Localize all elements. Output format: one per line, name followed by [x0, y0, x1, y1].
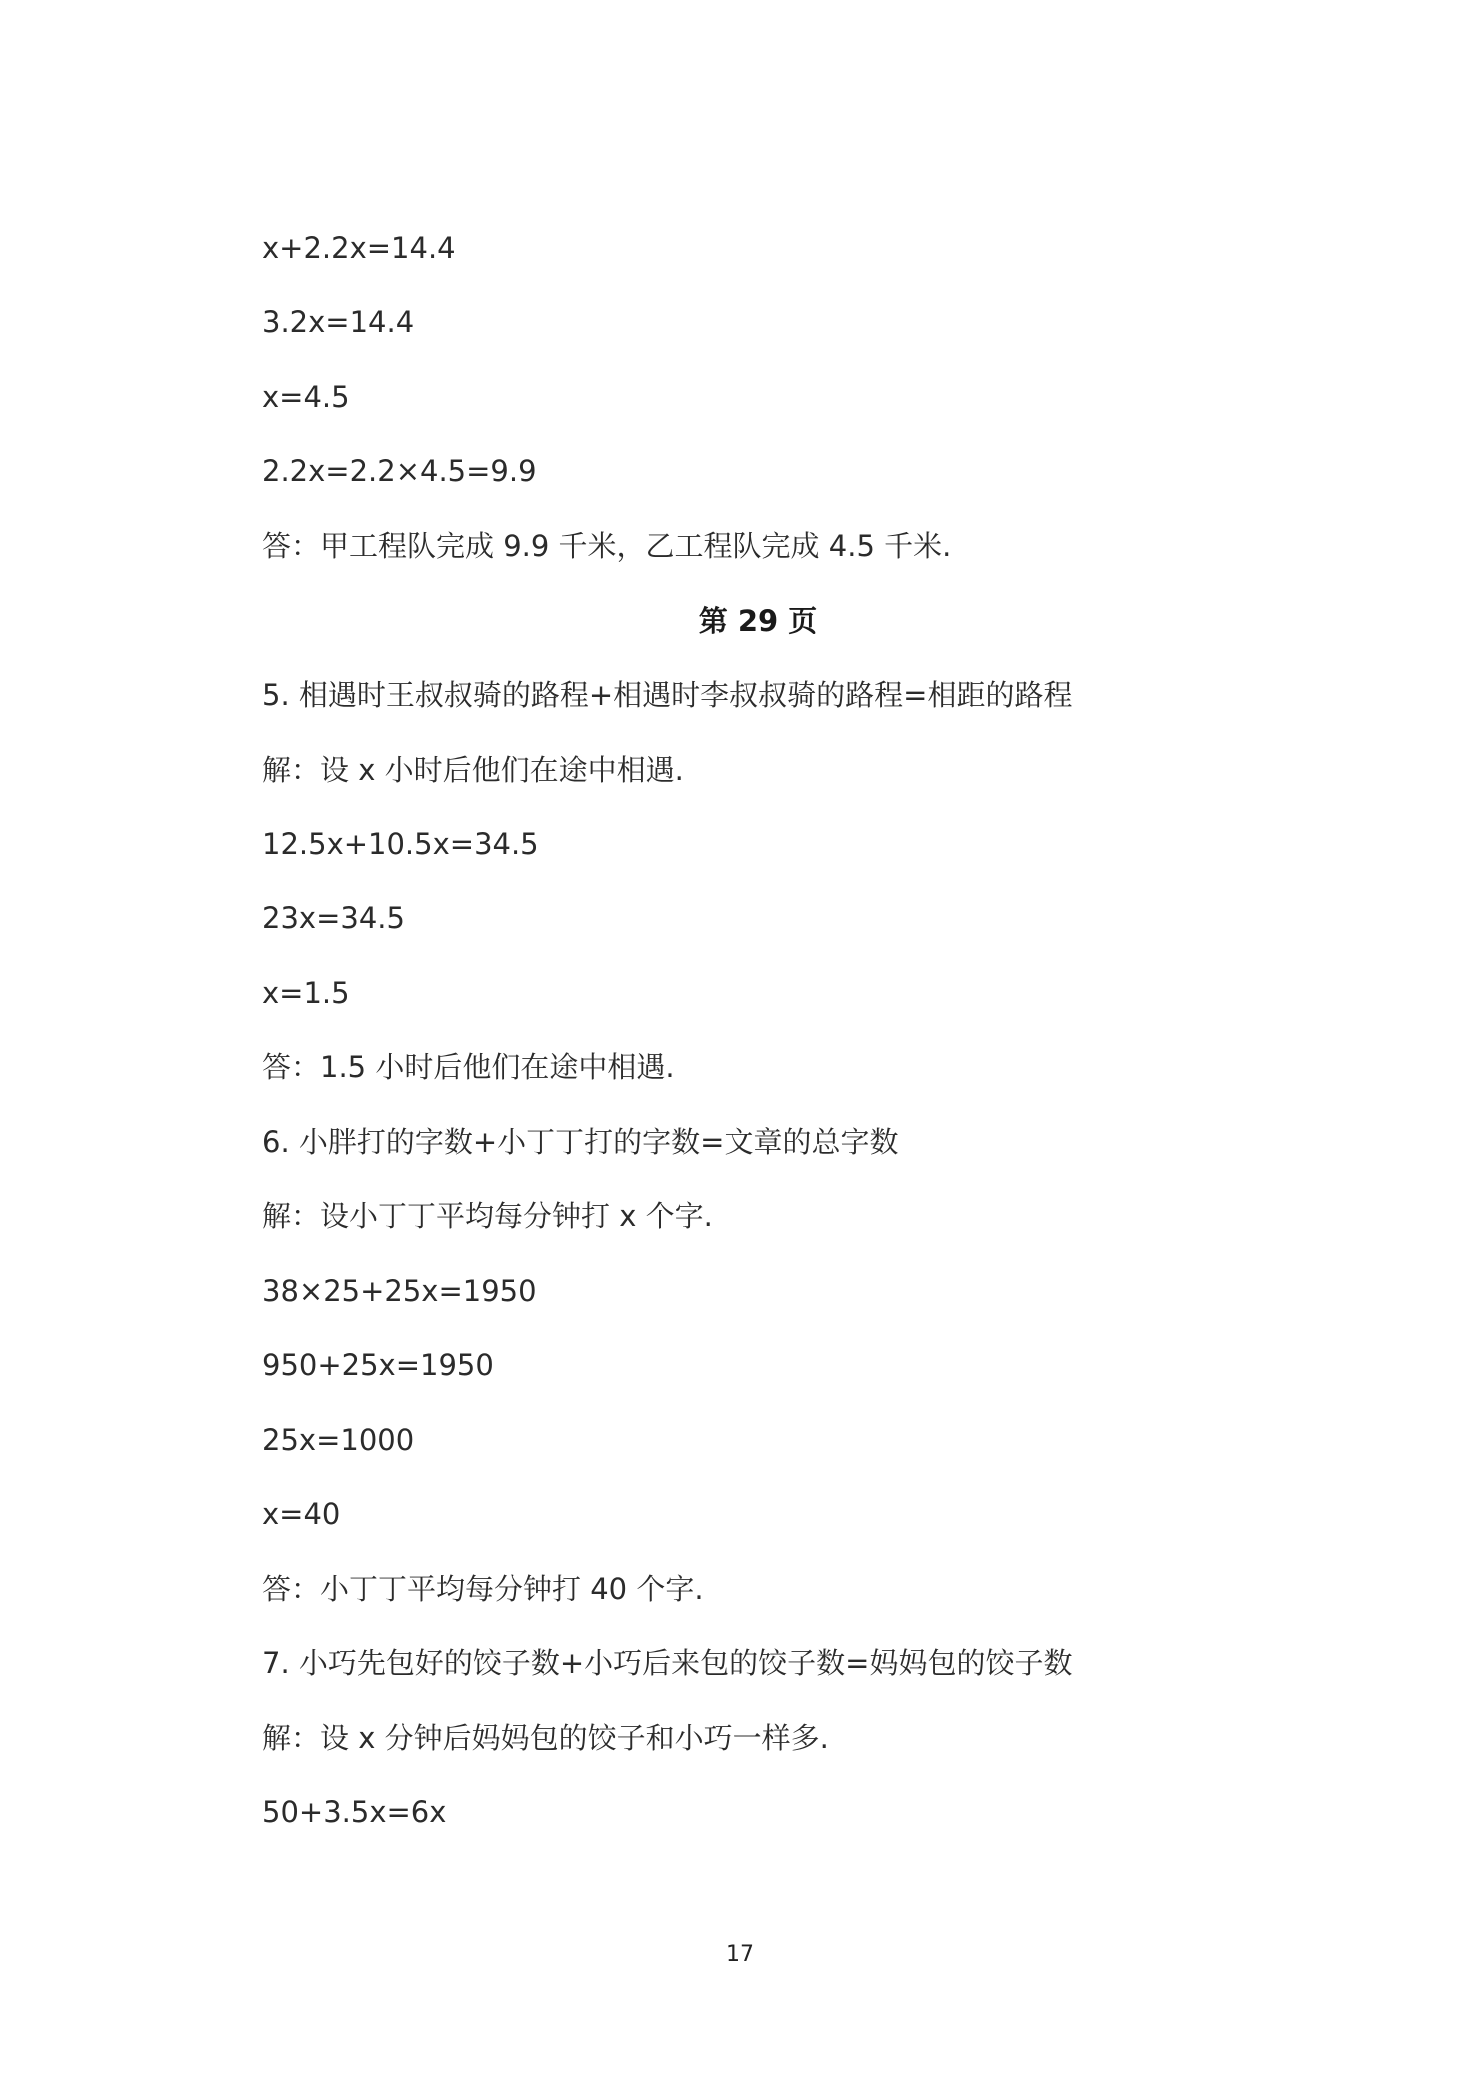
equation-line: x=4.5 — [262, 380, 350, 414]
equation-line: 23x=34.5 — [262, 901, 405, 935]
equation-line: 38×25+25x=1950 — [262, 1274, 537, 1308]
equation-line: 3.2x=14.4 — [262, 305, 415, 339]
solution-setup: 解：设 x 小时后他们在途中相遇. — [262, 753, 684, 787]
page-number: 17 — [726, 1942, 754, 1967]
equation-line: 2.2x=2.2×4.5=9.9 — [262, 454, 537, 488]
problem-statement: 6. 小胖打的字数+小丁丁打的字数=文章的总字数 — [262, 1125, 899, 1159]
equation-line: 12.5x+10.5x=34.5 — [262, 827, 539, 861]
equation-line: x=40 — [262, 1497, 341, 1531]
answer-line: 答：甲工程队完成 9.9 千米，乙工程队完成 4.5 千米. — [262, 529, 952, 563]
equation-line: x+2.2x=14.4 — [262, 231, 456, 265]
problem-statement: 7. 小巧先包好的饺子数+小巧后来包的饺子数=妈妈包的饺子数 — [262, 1646, 1073, 1680]
page-heading: 第 29 页 — [698, 604, 818, 638]
solution-setup: 解：设 x 分钟后妈妈包的饺子和小巧一样多. — [262, 1721, 829, 1755]
equation-line: 25x=1000 — [262, 1423, 415, 1457]
answer-line: 答：小丁丁平均每分钟打 40 个字. — [262, 1572, 704, 1606]
equation-line: 50+3.5x=6x — [262, 1795, 447, 1829]
solution-setup: 解：设小丁丁平均每分钟打 x 个字. — [262, 1199, 713, 1233]
problem-statement: 5. 相遇时王叔叔骑的路程+相遇时李叔叔骑的路程=相距的路程 — [262, 678, 1073, 712]
answer-line: 答：1.5 小时后他们在途中相遇. — [262, 1050, 675, 1084]
equation-line: 950+25x=1950 — [262, 1348, 494, 1382]
equation-line: x=1.5 — [262, 976, 350, 1010]
